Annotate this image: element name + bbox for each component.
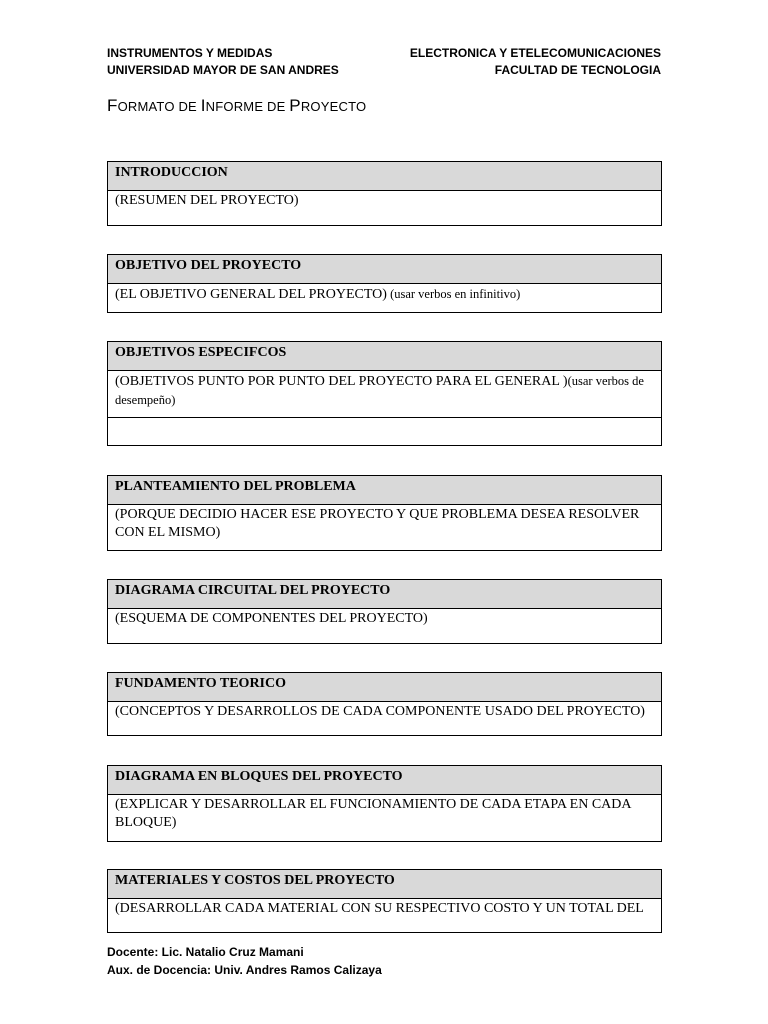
section-body: (PORQUE DECIDIO HACER ESE PROYECTO Y QUE PROBLEMA DESEA RESOLVER CON EL MISMO) [115, 507, 640, 540]
section-body: (EL OBJETIVO GENERAL DEL PROYECTO) (usar verbos en infinitivo) [115, 287, 521, 302]
section-body: (OBJETIVOS PUNTO POR PUNTO DEL PROYECTO PARA EL GENERAL )(usar verbos de desempeño) [115, 374, 644, 407]
university-name: UNIVERSIDAD MAYOR DE SAN ANDRES [107, 63, 339, 77]
section-objetivo [107, 254, 662, 313]
section-heading: OBJETIVOS ESPECIFCOS [108, 342, 661, 371]
section-heading: OBJETIVO DEL PROYECTO [108, 255, 661, 284]
department-name: ELECTRONICA Y ETELECOMUNICACIONES [409, 46, 661, 60]
section-body: (ESQUEMA DE COMPONENTES DEL PROYECTO) [115, 611, 428, 626]
section-diagrama-circuital [107, 579, 662, 644]
section-empty-row [108, 417, 661, 445]
header-right [410, 45, 661, 79]
section-heading: DIAGRAMA EN BLOQUES DEL PROYECTO [108, 766, 661, 795]
section-heading: MATERIALES Y COSTOS DEL PROYECTO [108, 870, 661, 899]
course-name: INSTRUMENTOS Y MEDIDAS [107, 46, 273, 60]
section-heading: DIAGRAMA CIRCUITAL DEL PROYECTO [108, 580, 661, 609]
section-body: (RESUMEN DEL PROYECTO) [115, 193, 299, 208]
section-heading: PLANTEAMIENTO DEL PROBLEMA [108, 476, 661, 505]
header-left [107, 45, 339, 79]
document-title: FORMATO DE INFORME DE PROYECTO [107, 96, 367, 115]
section-heading: FUNDAMENTO TEORICO [108, 673, 661, 702]
section-body: (EXPLICAR Y DESARROLLAR EL FUNCIONAMIENTO DE CADA ETAPA EN CADA BLOQUE) [115, 797, 631, 830]
section-body: (DESARROLLAR CADA MATERIAL CON SU RESPECTIVO COSTO Y UN TOTAL DEL [115, 901, 644, 916]
section-materiales-costos [107, 869, 662, 933]
footer [107, 943, 382, 979]
section-planteamiento [107, 475, 662, 551]
auxiliar-line: Aux. de Docencia: Univ. Andres Ramos Calizaya [107, 963, 382, 977]
section-heading: INTRODUCCION [108, 162, 661, 191]
section-diagrama-bloques [107, 765, 662, 842]
section-objetivos-especificos [107, 341, 662, 446]
docente-line: Docente: Lic. Natalio Cruz Mamani [107, 945, 304, 959]
section-fundamento-teorico [107, 672, 662, 736]
section-introduccion [107, 161, 662, 226]
section-body: (CONCEPTOS Y DESARROLLOS DE CADA COMPONENTE USADO DEL PROYECTO) [115, 704, 645, 719]
faculty-name: FACULTAD DE TECNOLOGIA [494, 63, 661, 77]
